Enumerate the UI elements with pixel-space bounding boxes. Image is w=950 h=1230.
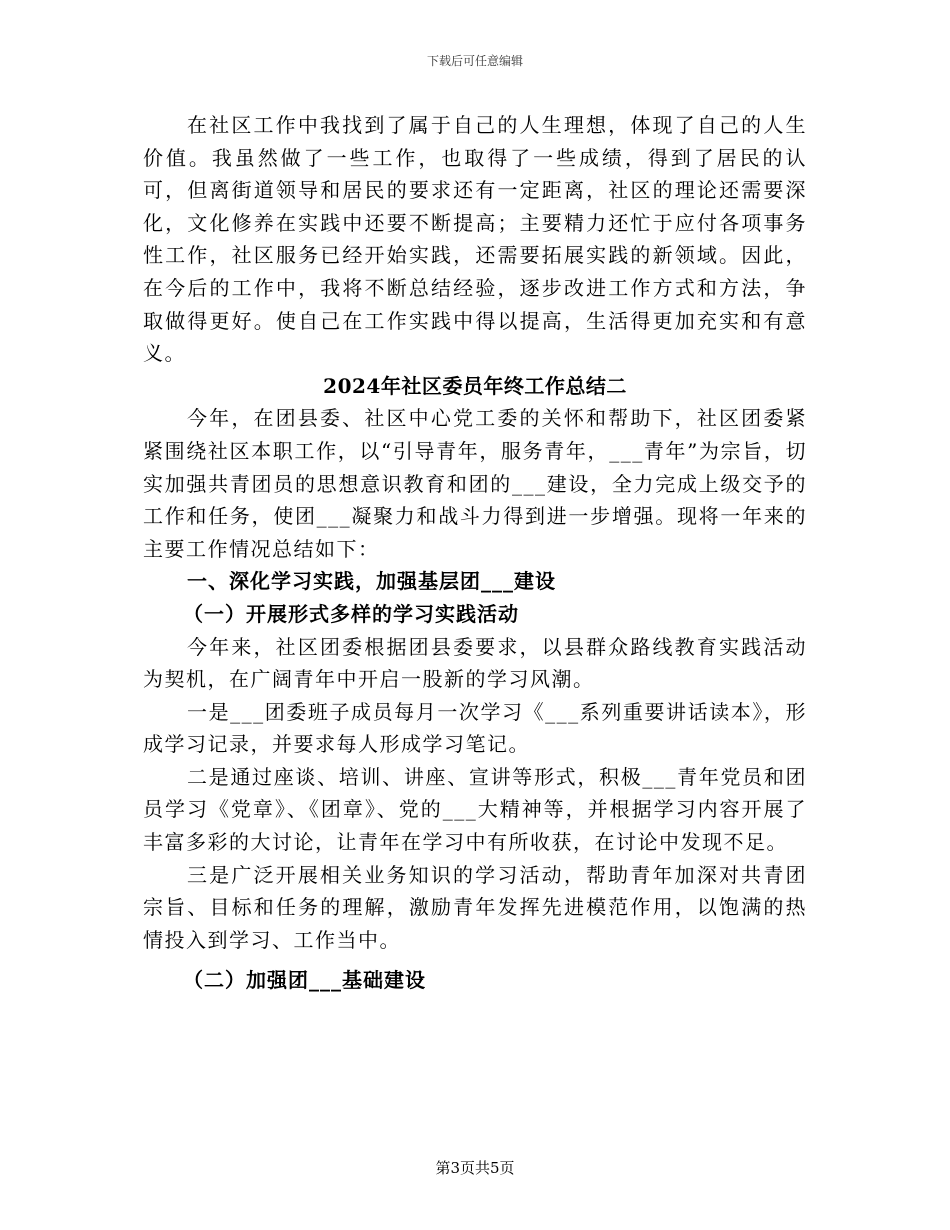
heading-level2-second: （二）加强团___基础建设 <box>183 968 426 993</box>
heading-level1: 一、深化学习实践，加强基层团___建设 <box>187 569 556 594</box>
paragraph-item-one: 一是___团委班子成员每月一次学习《___系列重要讲话读本》，形成学习记录，并要求每人形成学习笔记。 <box>143 699 807 757</box>
paragraph-intro: 今年，在团县委、社区中心党工委的关怀和帮助下，社区团委紧紧围绕社区本职工作，以“引导青年，服务青年，___青年”为宗旨，切实加强共青团员的思想意识教育和团的___建设，全力完成上级交予的工作和任务，使团___凝聚力和战斗力得到进一步增强。现将一年来的主要工作情况总结如下： <box>143 406 807 561</box>
heading-level2-first: （一）开展形式多样的学习实践活动 <box>183 601 519 626</box>
header-note: 下载后可任意编辑 <box>426 54 523 68</box>
paragraph-conclusion: 在社区工作中我找到了属于自己的人生理想，体现了自己的人生价值。我虽然做了一些工作，也取得了一些成绩，得到了居民的认可，但离街道领导和居民的要求还有一定距离，社区的理论还需要深化，文化修养在实践中还要不断提高；主要精力还忙于应付各项事务性工作，社区服务已经开始实践，还需要拓展实践的新领域。因此，在今后的工作中，我将不断总结经验，逐步改进工作方式和方法，争取做得更好。使自己在工作实践中得以提高，生活得更加充实和有意义。 <box>143 113 807 366</box>
document-body <box>143 109 807 997</box>
page-indicator: 第3页共5页 <box>435 1159 515 1177</box>
section-title: 2024年社区委员年终工作总结二 <box>323 373 627 398</box>
paragraph-item-three: 三是广泛开展相关业务知识的学习活动，帮助青年加深对共青团宗旨、目标和任务的理解，激励青年发挥先进模范作用，以饱满的热情投入到学习、工作当中。 <box>143 862 807 952</box>
paragraph-study-intro: 今年来，社区团委根据团县委要求，以县群众路线教育实践活动为契机，在广阔青年中开启一股新的学习风潮。 <box>143 634 807 692</box>
paragraph-item-two: 二是通过座谈、培训、讲座、宣讲等形式，积极___青年党员和团员学习《党章》、《团章》、党的___大精神等，并根据学习内容开展了丰富多彩的大讨论，让青年在学习中有所收获，在讨论中发现不足。 <box>143 764 807 855</box>
